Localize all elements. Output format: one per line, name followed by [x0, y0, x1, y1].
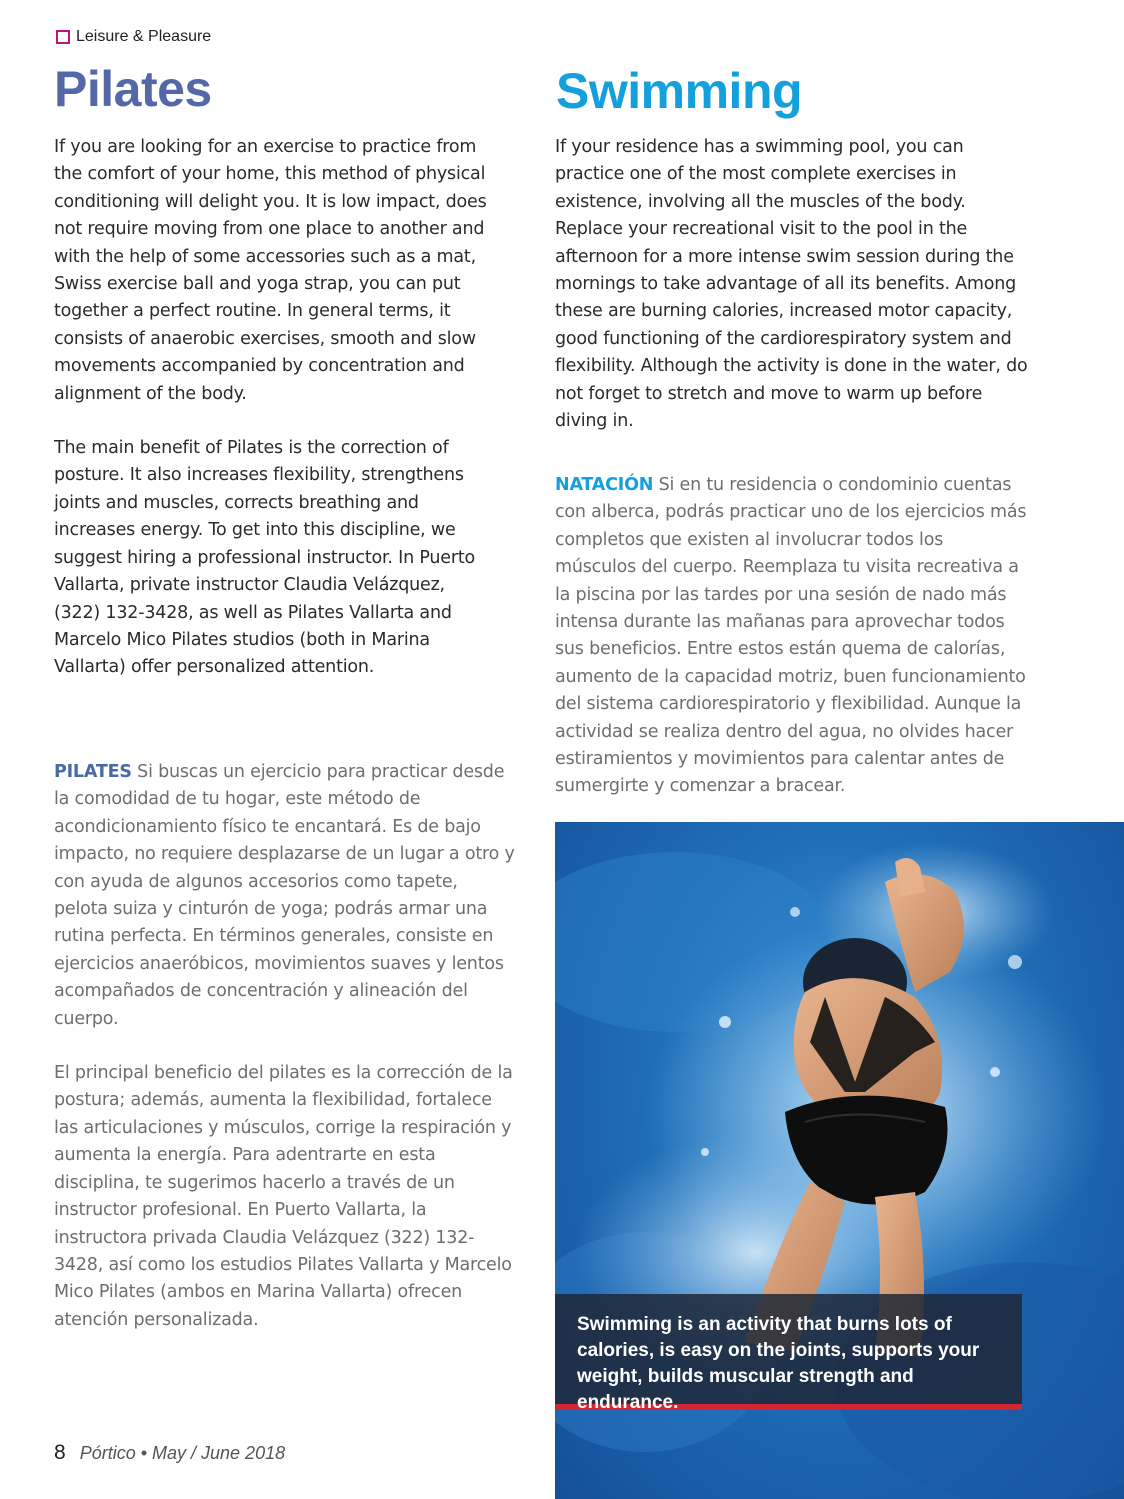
swimming-en-column — [555, 134, 1029, 435]
photo-caption-box — [555, 1294, 1022, 1413]
section-tag — [56, 28, 211, 46]
pilates-en-column — [54, 134, 490, 682]
photo-caption: Swimming is an activity that burns lots of calories, is easy on the joints, supports your weight, builds muscular strength and endurance. — [577, 1314, 980, 1413]
publication-info: Pórtico • May / June 2018 — [79, 1443, 286, 1463]
section-label: Leisure & Pleasure — [76, 28, 212, 45]
swimming-es-paragraph-1: NATACIÓN Si en tu residencia o condominio cuentas con alberca, podrás practicar uno de los ejercicios más completos que existen al involucrar todos los músculos del cuerpo. Reemplaza tu visita recreativa a la piscina por las tardes por una sesión de nado más intensa durante las mañanas para aprovechar todos sus beneficios. Entre estos están quema de calorías, aumento de la capacidad motriz, buen funcionamiento del sistema cardiorespiratorio y flexibilidad. Aunque la actividad se realiza dentro del agua, no olvides hacer estiramientos y movimientos para calentar antes de sumergirte y comenzar a bracear. — [555, 475, 1027, 797]
swimming-es-column — [555, 472, 1029, 801]
pilates-es-column — [54, 759, 516, 1334]
pilates-es-paragraph-1: PILATES Si buscas un ejercicio para practicar desde la comodidad de tu hogar, este método de acondicionamiento físico te encantará. Es de bajo impacto, no requiere desplazarse de un lugar a otro y con ayuda de algunos accesorios como tapete, pelota suiza y cinturón de yoga; podrás armar una rutina perfecta. En términos generales, consiste en ejercicios anaeróbicos, movimientos suaves y lentos acompañados de concentración y alineación del cuerpo. — [54, 762, 515, 1029]
swimming-es-lead: NATACIÓN — [555, 475, 654, 495]
swimming-en-paragraph-1: If your residence has a swimming pool, you can practice one of the most complete exercises in existence, involving all the muscles of the body. Replace your recreational visit to the pool in the afternoon for a more intense swim session during the mornings to take advantage of all its benefits. Among these are burning calories, increased motor capacity, good functioning of the cardiorespiratory system and flexibility. Although the activity is done in the water, do not forget to stretch and move to warm up before diving in. — [555, 137, 1028, 432]
page-number: 8 — [54, 1441, 66, 1464]
pilates-es-paragraph-2: El principal beneficio del pilates es la corrección de la postura; además, aumenta la flexibilidad, fortalece las articulaciones y músculos, corrige la respiración y aumenta la energía. Para adentrarte en esta disciplina, te sugerimos hacerlo a través de un instructor profesional. En Puerto Vallarta, la instructora privada Claudia Velázquez (322) 132-3428, así como los estudios Pilates Vallarta y Marcelo Mico Pilates (ambos en Marina Vallarta) ofrecen atención personalizada. — [54, 1063, 513, 1330]
swimming-title: Swimming — [556, 63, 803, 119]
section-marker-icon — [56, 30, 70, 44]
pilates-en-paragraph-1: If you are looking for an exercise to practice from the comfort of your home, this method of physical conditioning will delight you. It is low impact, does not require moving from one place to another and with the help of some accessories such as a mat, Swiss exercise ball and yoga strap, you can put together a perfect routine. In general terms, it consists of anaerobic exercises, smooth and slow movements accompanied by concentration and alignment of the body. — [54, 137, 487, 404]
page-footer — [54, 1441, 285, 1465]
pilates-es-lead: PILATES — [54, 762, 132, 782]
pilates-title: Pilates — [54, 61, 212, 117]
pilates-en-paragraph-2: The main benefit of Pilates is the correction of posture. It also increases flexibility, strengthens joints and muscles, corrects breathing and increases energy. To get into this discipline, we suggest hiring a professional instructor. In Puerto Vallarta, private instructor Claudia Velázquez, (322) 132-3428, as well as Pilates Vallarta and Marcelo Mico Pilates studios (both in Marina Vallarta) offer personalized attention. — [54, 438, 475, 678]
